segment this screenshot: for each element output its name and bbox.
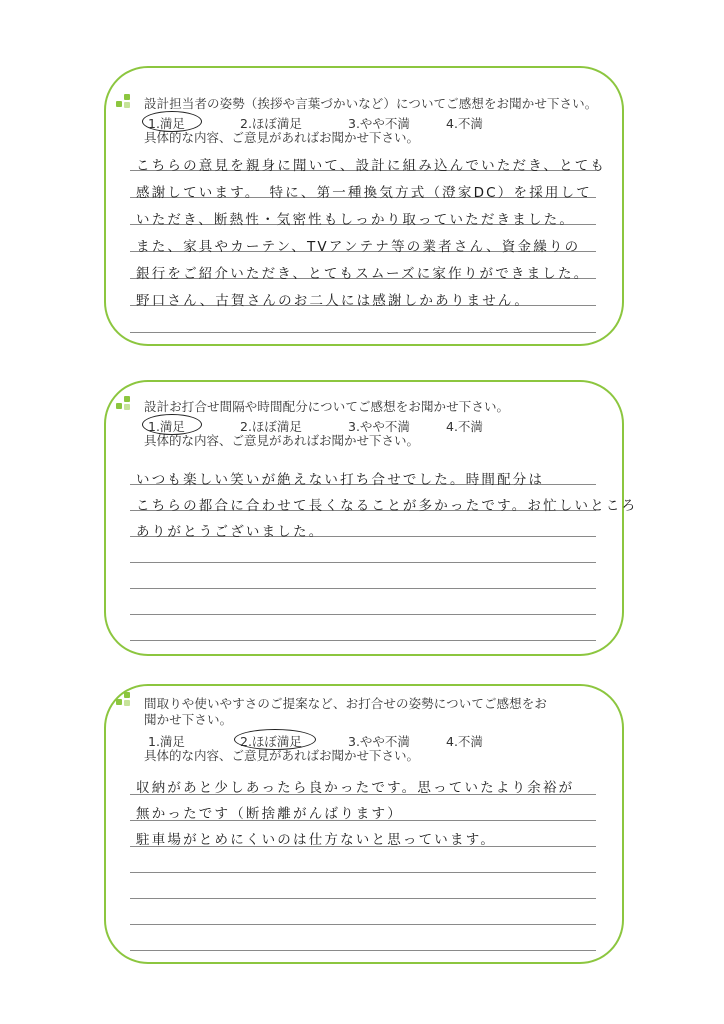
survey-card-1 — [104, 66, 624, 346]
green-bullet-icon — [116, 94, 132, 110]
question-line-1: 間取りや使いやすさのご提案など、お打合せの姿勢についてご感想をお — [144, 696, 547, 711]
option-2[interactable]: 2.ほぼ満足 — [240, 419, 302, 434]
rating-options — [148, 417, 602, 433]
question-line-2: 聞かせ下さい。 — [144, 712, 233, 727]
option-3[interactable]: 3.やや不満 — [348, 116, 410, 131]
survey-card-3 — [104, 684, 624, 964]
answer-line: こちらの意見を親身に聞いて、設計に組み込んでいただき、とても — [136, 158, 607, 174]
option-4[interactable]: 4.不満 — [446, 734, 483, 749]
answer-line: 銀行をご紹介いただき、とてもスムーズに家作りができました。 — [136, 266, 590, 282]
option-4[interactable]: 4.不満 — [446, 116, 483, 131]
answer-line: また、家具やカーテン、TVアンテナ等の業者さん、資金繰りの — [136, 239, 581, 255]
option-3[interactable]: 3.やや不満 — [348, 734, 410, 749]
question-text — [144, 696, 612, 728]
option-1[interactable]: 1.満足 — [148, 734, 185, 749]
survey-card-2 — [104, 380, 638, 656]
rating-options — [148, 732, 602, 748]
answer-line: いつも楽しい笑いが絶えない打ち合せでした。時間配分は — [136, 472, 545, 488]
question-text: 設計担当者の姿勢（挨拶や言葉づかいなど）についてご感想をお聞かせ下さい。 — [144, 96, 598, 111]
option-2[interactable]: 2.ほぼ満足 — [240, 734, 302, 749]
option-3[interactable]: 3.やや不満 — [348, 419, 410, 434]
answer-line: ありがとうございました。 — [136, 524, 325, 540]
subquestion-text: 具体的な内容、ご意見があればお聞かせ下さい。 — [144, 748, 420, 763]
option-1[interactable]: 1.満足 — [148, 116, 185, 131]
option-2[interactable]: 2.ほぼ満足 — [240, 116, 302, 131]
answer-line: いただき、断熱性・気密性もしっかり取っていただきました。 — [136, 212, 576, 228]
question-text: 設計お打合せ間隔や時間配分についてご感想をお聞かせ下さい。 — [144, 399, 510, 414]
subquestion-text: 具体的な内容、ご意見があればお聞かせ下さい。 — [144, 130, 420, 145]
selected-circle-mark — [142, 414, 202, 435]
answer-line: 収納があと少しあったら良かったです。思っていたより余裕が — [136, 780, 575, 796]
answer-line: 駐車場がとめにくいのは仕方ないと思っています。 — [136, 832, 497, 848]
green-bullet-icon — [116, 396, 132, 412]
subquestion-text: 具体的な内容、ご意見があればお聞かせ下さい。 — [144, 433, 420, 448]
option-1[interactable]: 1.満足 — [148, 419, 185, 434]
answer-line: 無かったです（断捨離がんばります） — [136, 806, 403, 822]
rating-options — [148, 114, 602, 130]
answer-line: 感謝しています。 特に、第一種換気方式（澄家DC）を採用して — [136, 185, 592, 201]
option-4[interactable]: 4.不満 — [446, 419, 483, 434]
selected-circle-mark — [234, 729, 316, 750]
answer-line: こちらの都合に合わせて長くなることが多かったです。お忙しいところ — [136, 498, 638, 514]
selected-circle-mark — [142, 111, 202, 132]
answer-line: 野口さん、古賀さんのお二人には感謝しかありません。 — [136, 293, 531, 309]
green-bullet-icon — [116, 692, 132, 708]
